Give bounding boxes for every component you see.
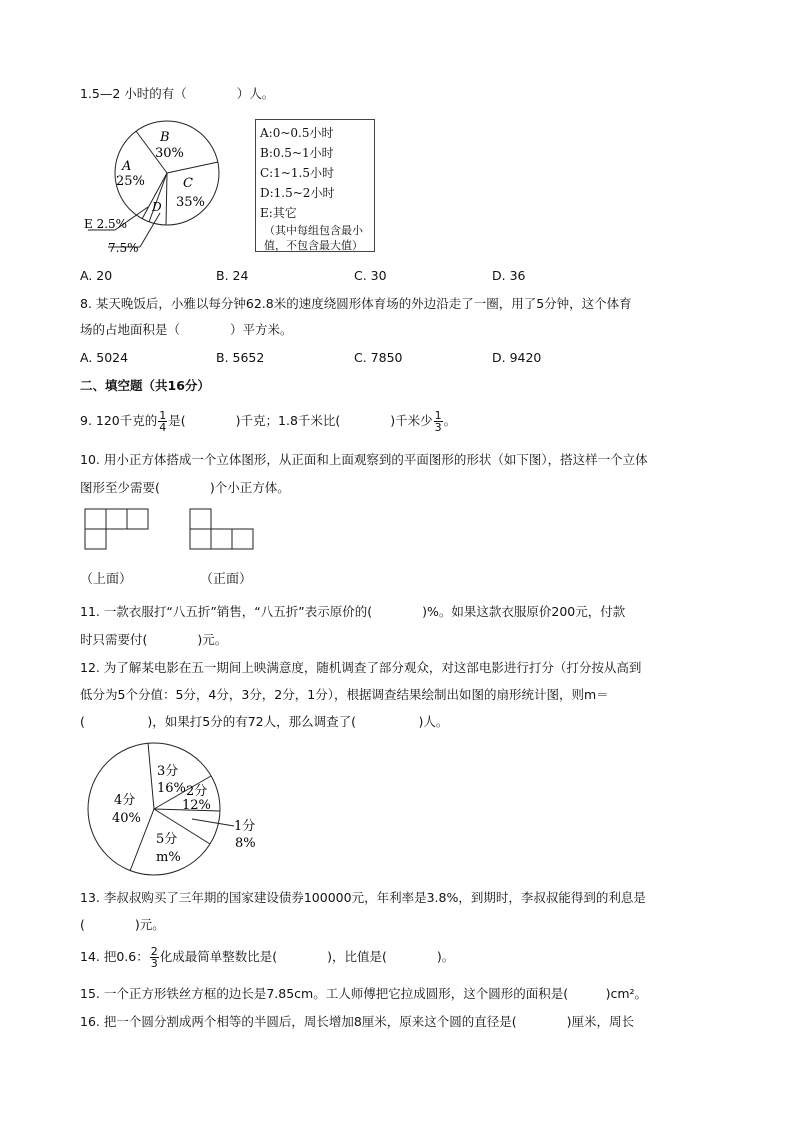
q9-fraction-1-den: 4	[159, 421, 167, 434]
q7-option-a[interactable]: A. 20	[80, 268, 113, 283]
q12-pie-label-1: 1分	[234, 819, 256, 834]
q9-part-2: 是( )千克；1.8千米比( )千米少	[168, 413, 433, 428]
caption-front-view: （正面）	[200, 572, 253, 587]
q12-pie-pct-1: 8%	[235, 836, 256, 851]
q7-pie-pct-d: 7.5%	[108, 241, 139, 255]
legend-note-1: （其中每组包含最小	[264, 224, 363, 237]
q12-pie-pct-4: 40%	[112, 811, 141, 826]
q8-option-a[interactable]: A. 5024	[80, 350, 129, 365]
q9-line	[80, 406, 456, 436]
q7-pie-label-c: C	[183, 176, 193, 191]
q12-pie-pct-5: m%	[156, 850, 181, 865]
q15-line: 15. 一个正方形铁丝方框的边长是7.85cm。工人师傅把它拉成圆形，这个圆形的面积是( )cm²。	[80, 986, 648, 1001]
q14-fraction-den: 3	[150, 957, 158, 970]
legend-item-c: C:1~1.5小时	[260, 166, 334, 180]
section-heading-fill-in: 二、填空题（共16分）	[80, 378, 210, 393]
q12-pie-label-4: 4分	[114, 793, 136, 808]
legend-item-b: B:0.5~1小时	[260, 146, 334, 160]
q16-line: 16. 把一个圆分割成两个相等的半圆后，周长增加8厘米，原来这个圆的直径是( )厘米，周长	[80, 1014, 635, 1029]
q7-option-c[interactable]: C. 30	[354, 268, 387, 283]
top-view-figure	[84, 508, 150, 552]
q7-pie-label-d: D	[152, 200, 162, 214]
q14-part-1: 14. 把0.6：	[80, 949, 149, 964]
q14-part-2: 化成最简单整数比是( )，比值是( )。	[159, 949, 455, 964]
q12-pie-pct-3: 16%	[157, 781, 186, 796]
q12-pie-chart	[84, 742, 284, 882]
q12-pie-pct-2: 12%	[182, 798, 211, 813]
q8-option-c[interactable]: C. 7850	[354, 350, 403, 365]
q12-pie-label-2: 2分	[186, 784, 208, 799]
q12-line-2: 低分为5个分值：5分，4分，3分，2分，1分），根据调查结果绘制出如图的扇形统计图，则m＝	[80, 687, 609, 702]
q7-pie-label-b: B	[160, 130, 170, 145]
legend-item-e: E:其它	[260, 206, 297, 220]
q12-pie-label-3: 3分	[157, 764, 179, 779]
q7-stem: 1.5—2 小时的有（ ）人。	[80, 86, 275, 101]
q7-legend	[255, 119, 375, 252]
q7-pie-pct-b: 30%	[155, 146, 184, 161]
legend-note-2: 值，不包含最大值）	[264, 239, 363, 252]
legend-item-d: D:1.5~2小时	[260, 186, 335, 200]
q14-line	[80, 942, 454, 972]
q10-line-1: 10. 用小正方体搭成一个立体图形，从正面和上面观察到的平面图形的形状（如下图），搭这样一个立体	[80, 452, 648, 467]
q12-pie-label-5: 5分	[156, 832, 178, 847]
legend-item-a: A:0~0.5小时	[260, 126, 334, 140]
q8-line-1: 8. 某天晚饭后，小雅以每分钟62.8米的速度绕圆形体育场的外边沿走了一圈，用了5分钟，这个体育	[80, 296, 632, 311]
q8-option-b[interactable]: B. 5652	[216, 350, 265, 365]
q9-part-1: 9. 120千克的	[80, 413, 158, 428]
q9-part-3: 。	[443, 413, 457, 428]
q11-line-2: 时只需要付( )元。	[80, 632, 228, 647]
q7-pie-pct-c: 35%	[176, 195, 205, 210]
q9-fraction-2-num: 1	[434, 409, 442, 422]
q9-fraction-1	[158, 410, 167, 433]
q7-option-b[interactable]: B. 24	[216, 268, 249, 283]
caption-top-view: （上面）	[80, 572, 133, 587]
q7-pie-label-e: E 2.5%	[84, 217, 128, 231]
q9-fraction-2-den: 3	[434, 421, 442, 434]
q7-pie-label-a: A	[122, 159, 132, 174]
front-view-figure	[189, 508, 255, 552]
q9-fraction-1-num: 1	[159, 409, 167, 422]
q9-fraction-2	[434, 410, 443, 433]
q8-option-d[interactable]: D. 9420	[492, 350, 542, 365]
q7-option-d[interactable]: D. 36	[492, 268, 526, 283]
q7-pie-pct-a: 25%	[116, 174, 145, 189]
q14-fraction-num: 2	[150, 945, 158, 958]
q13-line-2: ( )元。	[80, 917, 165, 932]
q10-line-2: 图形至少需要( )个小正方体。	[80, 480, 290, 495]
q13-line-1: 13. 李叔叔购买了三年期的国家建设债券100000元，年利率是3.8%，到期时，李叔叔能得到的利息是	[80, 890, 646, 905]
q11-line-1: 11. 一款衣服打“八五折”销售，“八五折”表示原价的( )%。如果这款衣服原价200元，付款	[80, 604, 626, 619]
q12-line-1: 12. 为了解某电影在五一期间上映满意度，随机调查了部分观众，对这部电影进行打分（打分按从高到	[80, 660, 642, 675]
q14-fraction	[150, 946, 159, 969]
q12-line-3: ( )，如果打5分的有72人，那么调查了( )人。	[80, 714, 449, 729]
q7-pie-chart	[80, 118, 250, 258]
q8-line-2: 场的占地面积是（ ）平方米。	[80, 322, 293, 337]
